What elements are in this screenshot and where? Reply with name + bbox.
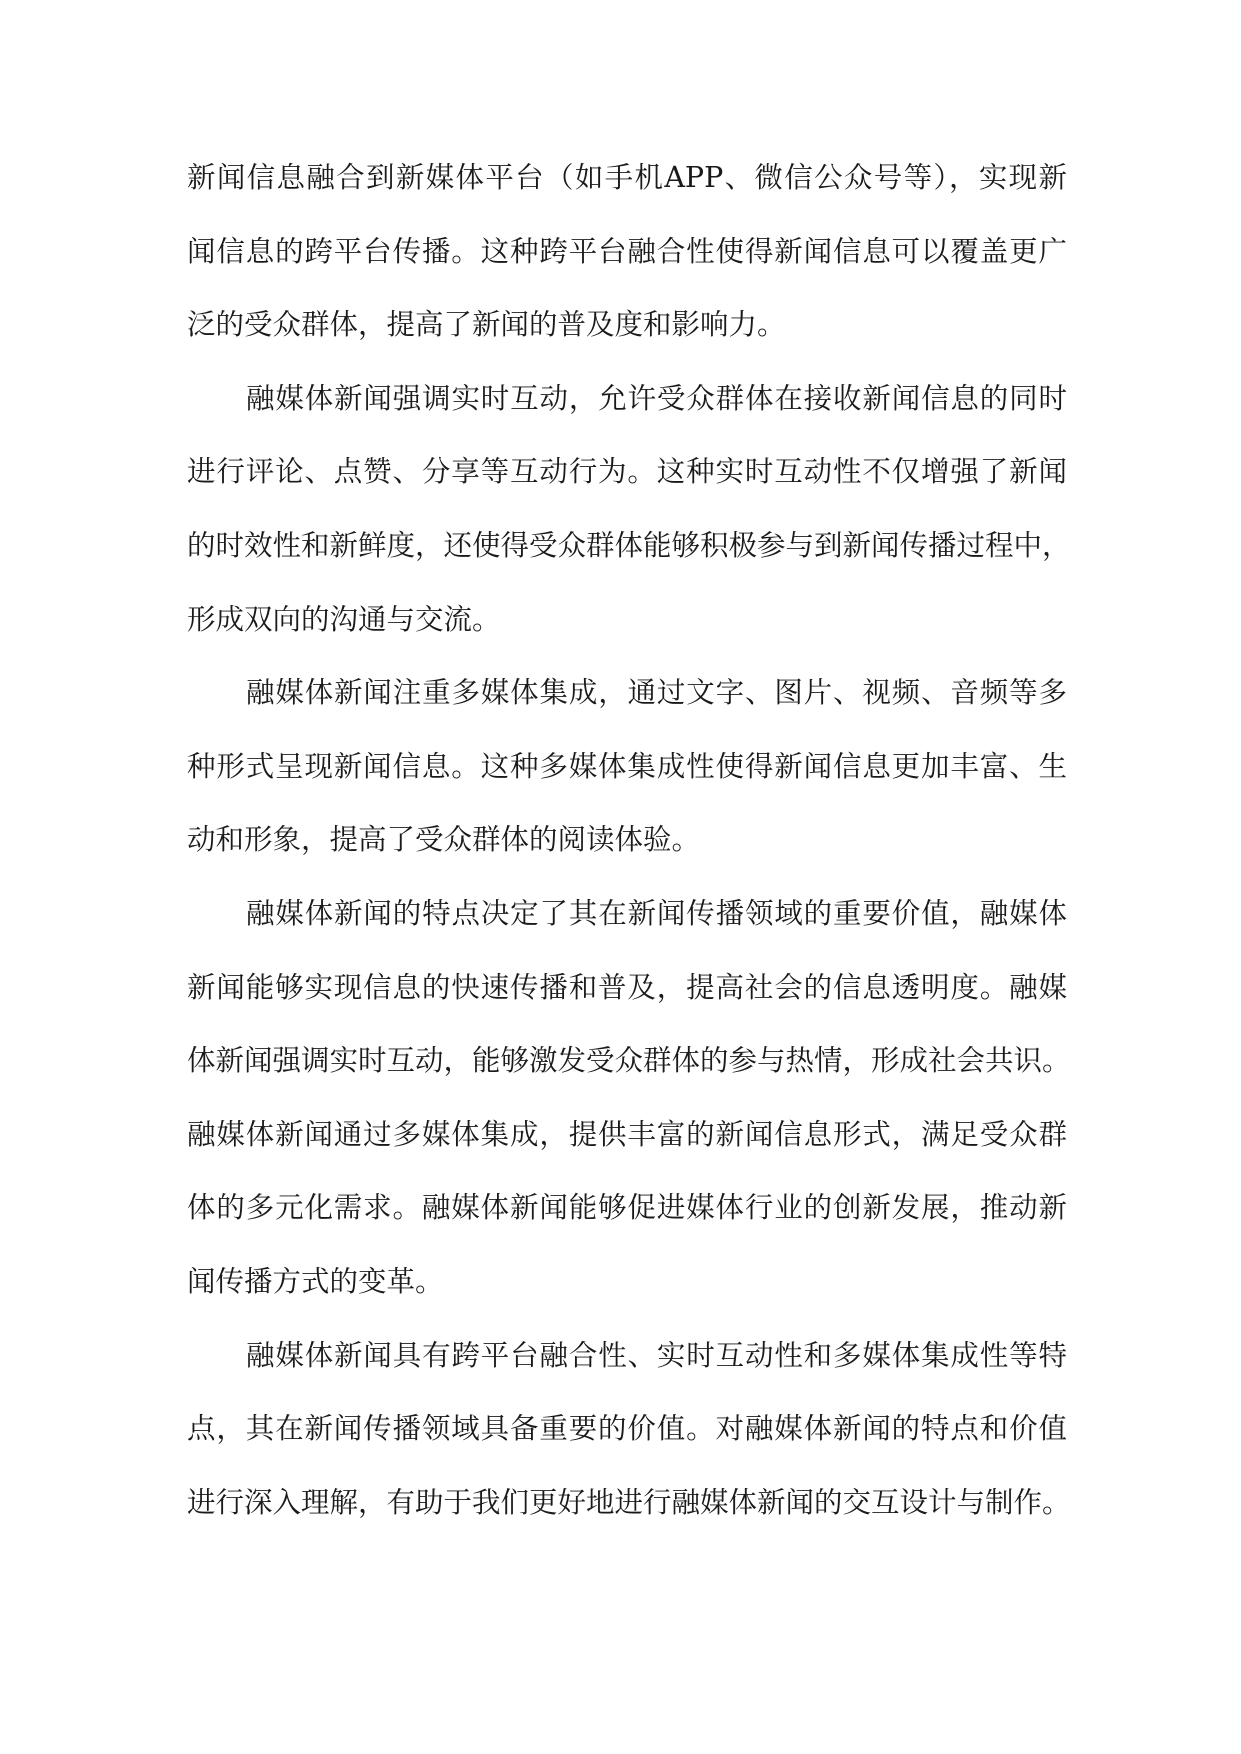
text-line: 闻信息的跨平台传播。这种跨平台融合性使得新闻信息可以覆盖更广 bbox=[187, 234, 1067, 268]
text-line: 的时效性和新鲜度，还使得受众群体能够积极参与到新闻传播过程中， bbox=[187, 528, 1071, 562]
text-line: 融媒体新闻注重多媒体集成，通过文字、图片、视频、音频等多 bbox=[246, 676, 1067, 710]
text-line: 融媒体新闻通过多媒体集成，提供丰富的新闻信息形式，满足受众群 bbox=[187, 1117, 1067, 1151]
paragraph-1 bbox=[187, 141, 1067, 362]
text-line: 融媒体新闻具有跨平台融合性、实时互动性和多媒体集成性等特 bbox=[246, 1338, 1067, 1372]
paragraph-4 bbox=[187, 877, 1071, 1319]
text-line: 动和形象，提高了受众群体的阅读体验。 bbox=[187, 823, 701, 857]
text-line: 体新闻强调实时互动，能够激发受众群体的参与热情，形成社会共识。 bbox=[187, 1044, 1071, 1078]
text-line: 种形式呈现新闻信息。这种多媒体集成性使得新闻信息更加丰富、生 bbox=[187, 749, 1067, 783]
text-line: 新闻信息融合到新媒体平台（如手机APP、微信公众号等），实现新 bbox=[187, 161, 1067, 194]
document-body bbox=[187, 141, 1071, 1539]
paragraph-5 bbox=[187, 1319, 1071, 1540]
text-line: 新闻能够实现信息的快速传播和普及，提高社会的信息透明度。融媒 bbox=[187, 970, 1067, 1004]
paragraph-2 bbox=[187, 362, 1071, 656]
text-line: 进行评论、点赞、分享等互动行为。这种实时互动性不仅增强了新闻 bbox=[187, 455, 1067, 489]
text-line: 泛的受众群体，提高了新闻的普及度和影响力。 bbox=[187, 308, 786, 342]
paragraph-3 bbox=[187, 656, 1067, 877]
text-line: 体的多元化需求。融媒体新闻能够促进媒体行业的创新发展，推动新 bbox=[187, 1191, 1067, 1225]
text-line: 闻传播方式的变革。 bbox=[187, 1264, 444, 1298]
text-line: 融媒体新闻的特点决定了其在新闻传播领域的重要价值，融媒体 bbox=[246, 896, 1067, 930]
text-line: 点，其在新闻传播领域具备重要的价值。对融媒体新闻的特点和价值 bbox=[187, 1412, 1067, 1446]
text-line: 形成双向的沟通与交流。 bbox=[187, 602, 501, 636]
text-line: 融媒体新闻强调实时互动，允许受众群体在接收新闻信息的同时 bbox=[246, 381, 1067, 415]
text-line: 进行深入理解，有助于我们更好地进行融媒体新闻的交互设计与制作。 bbox=[187, 1485, 1071, 1519]
